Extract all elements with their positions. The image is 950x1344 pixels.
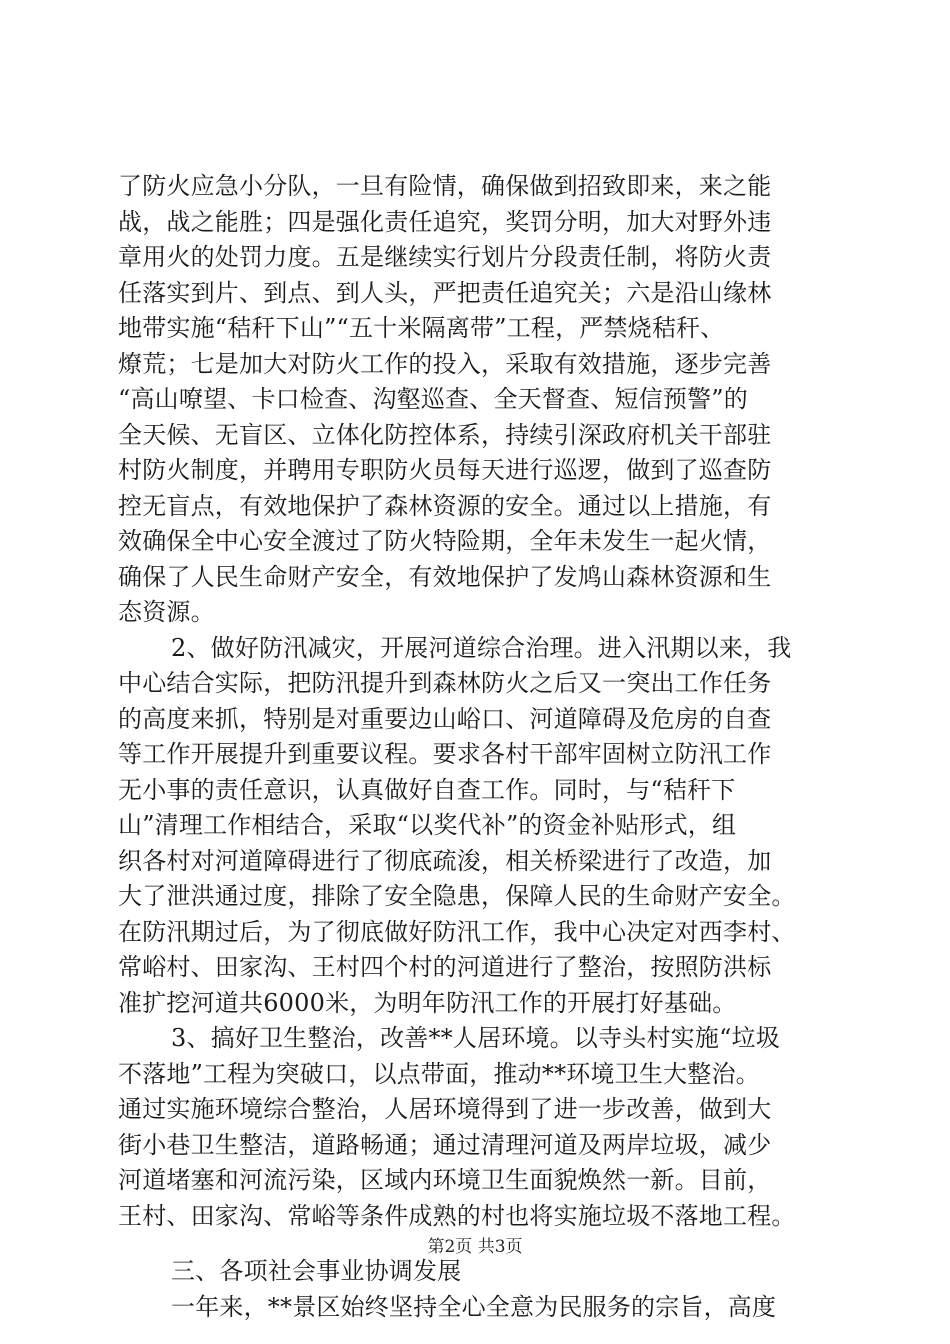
text-line: 态资源。	[118, 598, 215, 626]
paragraph-3	[118, 1021, 838, 1234]
text-line: 准扩挖河道共6000米，为明年防汛工作的开展打好基础。	[118, 988, 737, 1017]
text-line: 王村、田家沟、常峪等条件成熟的村也将实施垃圾不落地工程。	[118, 1201, 796, 1230]
text-line: 等工作开展提升到重要议程。要求各村干部牢固树立防汛工作	[118, 740, 772, 768]
text-line: 无小事的责任意识，认真做好自查工作。同时，与“秸秆下	[118, 775, 736, 804]
text-line: 控无盲点，有效地保护了森林资源的安全。通过以上措施，有	[118, 491, 772, 520]
text-line: 2、做好防汛减灾，开展河道综合治理。进入汛期以来，我	[171, 633, 792, 662]
text-line: 织各村对河道障碍进行了彻底疏浚，相关桥梁进行了改造，加	[118, 846, 772, 875]
text-line: 战，战之能胜；四是强化责任追究，奖罚分明，加大对野外违	[118, 207, 772, 236]
text-line: 燎荒；七是加大对防火工作的投入，采取有效措施，逐步完善	[118, 349, 772, 378]
paragraph-1	[118, 169, 838, 631]
document-body	[118, 169, 838, 1325]
text-line: 村防火制度，并聘用专职防火员每天进行巡逻，做到了巡查防	[118, 456, 772, 484]
text-line: 任落实到片、到点、到人头，严把责任追究关；六是沿山缘林	[118, 278, 772, 307]
text-line: 山”清理工作相结合，采取“以奖代补”的资金补贴形式，组	[118, 811, 737, 839]
text-line: 地带实施“秸秆下山”“五十米隔离带”工程，严禁烧秸秆、	[118, 314, 725, 342]
text-line: 河道堵塞和河流污染，区域内环境卫生面貌焕然一新。目前，	[118, 1166, 772, 1194]
text-line: 大了泄洪通过度，排除了安全隐患，保障人民的生命财产安全。	[118, 882, 796, 910]
text-line: 效确保全中心安全渡过了防火特险期，全年未发生一起火情，	[118, 527, 772, 555]
text-line: 中心结合实际，把防汛提升到森林防火之后又一突出工作任务	[118, 669, 772, 697]
text-line: 街小巷卫生整洁，道路畅通；通过清理河道及两岸垃圾，减少	[118, 1130, 772, 1159]
paragraph-4	[118, 1290, 838, 1326]
text-line: 不落地”工程为突破口，以点带面，推动**环境卫生大整治。	[118, 1059, 760, 1088]
section-heading: 三、各项社会事业协调发展	[171, 1257, 462, 1285]
text-line: 了防火应急小分队，一旦有险情，确保做到招致即来，来之能	[118, 172, 772, 200]
page-number-footer: 第2页 共3页	[427, 1237, 523, 1257]
text-line: 的高度来抓，特别是对重要边山峪口、河道障碍及危房的自查	[118, 704, 772, 733]
text-line: 3、搞好卫生整治，改善**人居环境。以寺头村实施“垃圾	[171, 1024, 780, 1052]
text-line: 常峪村、田家沟、王村四个村的河道进行了整治，按照防洪标	[118, 953, 772, 981]
text-line: 在防汛期过后，为了彻底做好防汛工作，我中心决定对西李村、	[118, 917, 796, 946]
text-line: “高山嘹望、卡口检查、沟壑巡查、全天督查、短信预警”的	[118, 385, 748, 413]
text-line: 全天候、无盲区、立体化防控体系，持续引深政府机关干部驻	[118, 420, 772, 449]
text-line: 确保了人民生命财产安全，有效地保护了发鸠山森林资源和生	[118, 562, 772, 591]
text-line: 一年来，**景区始终坚持全心全意为民服务的宗旨，高度	[171, 1292, 777, 1321]
paragraph-2	[118, 631, 838, 1022]
text-line: 通过实施环境综合整治，人居环境得到了进一步改善，做到大	[118, 1095, 772, 1123]
text-line: 章用火的处罚力度。五是继续实行划片分段责任制，将防火责	[118, 243, 772, 271]
